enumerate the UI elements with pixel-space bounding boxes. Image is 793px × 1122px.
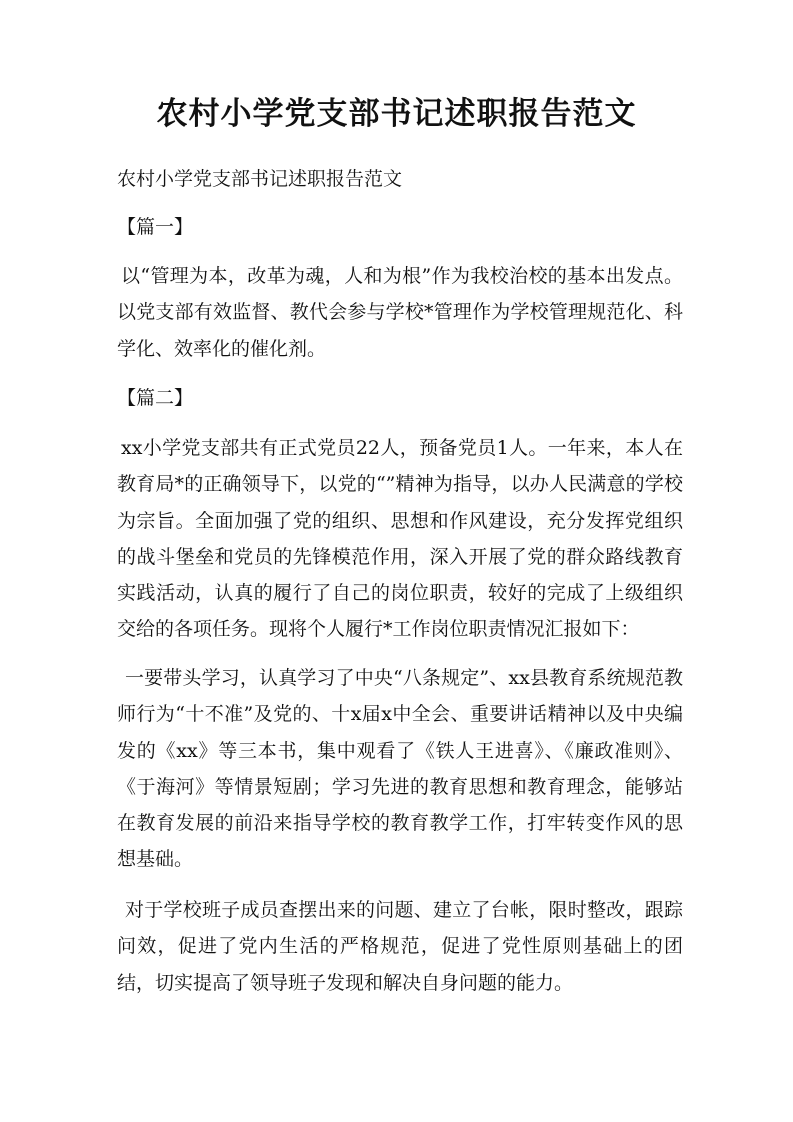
paragraph-1: 以“管理为本，改革为魂，人和为根”作为我校治校的基本出发点。以党支部有效监督、教代会参与学校*管理作为学校管理规范化、科学化、效率化的催化剂。	[117, 265, 683, 360]
section-heading-2: 【篇二】	[117, 387, 194, 409]
document-title: 农村小学党支部书记述职报告范文	[156, 96, 637, 132]
document-subtitle: 农村小学党支部书记述职报告范文	[117, 168, 403, 190]
section-heading-1: 【篇一】	[117, 216, 194, 238]
paragraph-4: 对于学校班子成员查摆出来的问题、建立了台帐，限时整改，跟踪问效，促进了党内生活的严格规范，促进了党性原则基础上的团结，切实提高了领导班子发现和解决自身问题的能力。	[117, 899, 683, 994]
paragraph-2: xx小学党支部共有正式党员22人，预备党员1人。一年来，本人在教育局*的正确领导下，以党的“”精神为指导，以办人民满意的学校为宗旨。全面加强了党的组织、思想和作风建设，充分发挥党组织的战斗堡垒和党员的先锋模范作用，深入开展了党的群众路线教育实践活动，认真的履行了自己的岗位职责，较好的完成了上级组织交给的各项任务。现将个人履行*工作岗位职责情况汇报如下：	[117, 437, 683, 641]
paragraph-3: 一要带头学习，认真学习了中央“八条规定”、xx县教育系统规范教师行为“十不准”及党的、十x届x中全会、重要讲话精神以及中央编发的《xx》等三本书，集中观看了《铁人王进喜》、《廉政准则》、《于海河》等情景短剧；学习先进的教育思想和教育理念，能够站在教育发展的前沿来指导学校的教育教学工作，打牢转变作风的思想基础。	[117, 667, 683, 871]
